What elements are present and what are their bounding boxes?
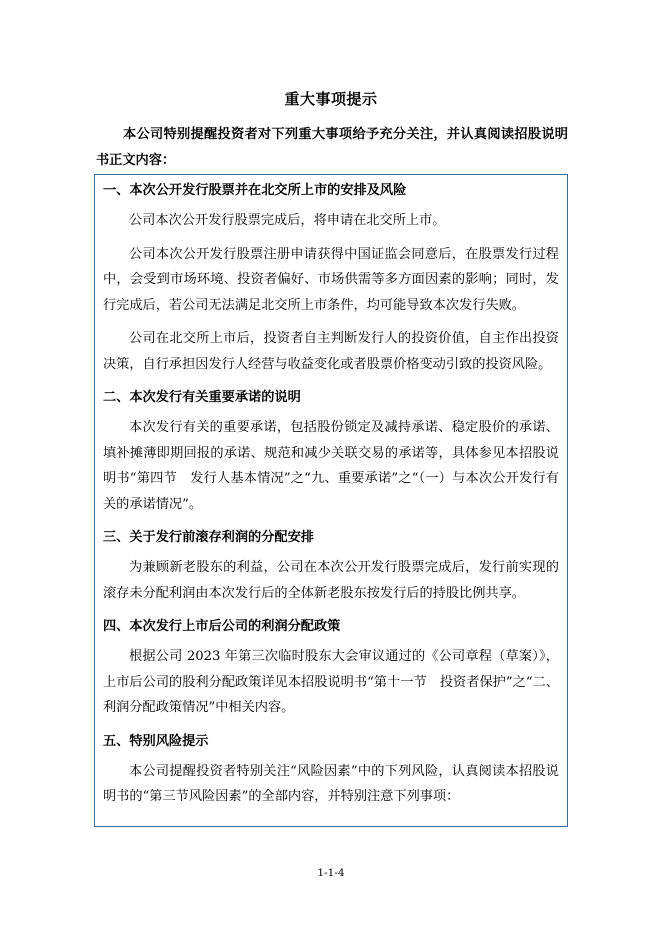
section-paragraph: 为兼顾新老股东的利益，公司在本次公开发行股票完成后，发行前实现的滚存未分配利润由本次发行后的全体新老股东按发行后的持股比例共享。 xyxy=(103,560,559,601)
page-number: 1-1-4 xyxy=(317,867,345,879)
section-4 xyxy=(103,614,559,721)
section-heading: 五、特别风险提示 xyxy=(103,733,209,749)
section-paragraph: 公司在北交所上市后，投资者自主判断发行人的投资价值，自主作出投资决策，自行承担因发行人经营与收益变化或者股票价格变动引致的投资风险。 xyxy=(103,331,559,372)
section-paragraph: 根据公司 2023 年第三次临时股东大会审议通过的《公司章程（草案）》，上市后公司的股利分配政策详见本招股说明书“第十一节 投资者保护”之“二、利润分配政策情况”中相关内容。 xyxy=(103,649,559,715)
section-paragraph: 本公司提醒投资者特别关注“风险因素”中的下列风险，认真阅读本招股说明书的“第三节风险因素”的全部内容，并特别注意下列事项： xyxy=(103,763,559,804)
section-3 xyxy=(103,525,559,606)
section-5 xyxy=(103,729,559,810)
section-1 xyxy=(103,178,559,377)
matters-box xyxy=(94,174,568,827)
page-title: 重大事项提示 xyxy=(284,90,378,108)
intro-paragraph: 本公司特别提醒投资者对下列重大事项给予充分关注，并认真阅读招股说明书正文内容： xyxy=(96,127,568,168)
section-paragraph: 本次发行有关的重要承诺，包括股份锁定及减持承诺、稳定股价的承诺、填补摊薄即期回报的承诺、规范和减少关联交易的承诺等，具体参见本招股说明书“第四节 发行人基本情况”之“九、重要承诺”之“（一）与本次公开发行有关的承诺情况”。 xyxy=(103,420,559,512)
section-paragraph: 公司本次公开发行股票完成后，将申请在北交所上市。 xyxy=(129,213,446,228)
section-heading: 二、本次发行有关重要承诺的说明 xyxy=(103,390,301,405)
section-paragraph: 公司本次公开发行股票注册申请获得中国证监会同意后，在股票发行过程中，会受到市场环境、投资者偏好、市场供需等多方面因素的影响；同时，发行完成后，若公司无法满足北交所上市条件，均可能导致本次发行失败。 xyxy=(103,246,559,313)
section-heading: 三、关于发行前滚存利润的分配安排 xyxy=(103,530,314,545)
section-2 xyxy=(103,385,559,517)
section-heading: 四、本次发行上市后公司的利润分配政策 xyxy=(103,619,341,634)
section-heading: 一、本次公开发行股票并在北交所上市的安排及风险 xyxy=(103,183,407,198)
